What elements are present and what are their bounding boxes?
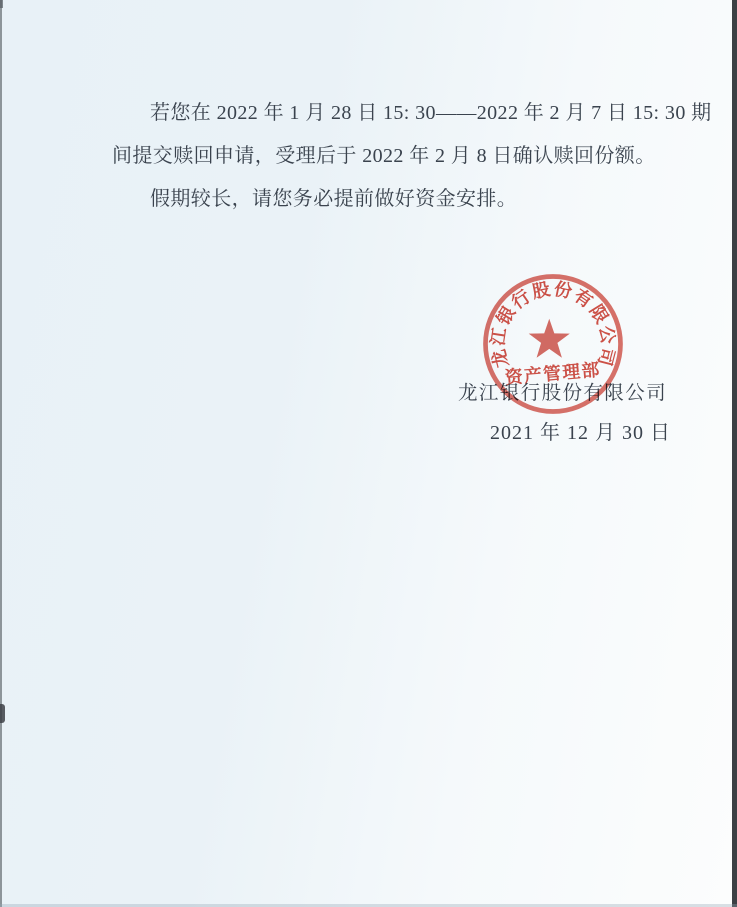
seal-department-text: 资产管理部 — [504, 359, 602, 388]
scan-edge-right — [732, 0, 737, 907]
signature-date: 2021 年 12 月 30 日 — [490, 422, 671, 444]
seal-arc-text: 龙江银行股份有限公司 — [487, 278, 619, 370]
scan-edge-left — [0, 0, 2, 907]
paragraph-line-2: 间提交赎回申请，受理后于 2022 年 2 月 8 日确认赎回份额。 — [112, 145, 656, 167]
paragraph-line-3: 假期较长，请您务必提前做好资金安排。 — [150, 188, 518, 210]
scan-artifact-top-left — [0, 0, 3, 8]
star-icon — [529, 319, 570, 358]
paragraph-line-1: 若您在 2022 年 1 月 28 日 15: 30——2022 年 2 月 7 日 15: 30 期 — [150, 102, 712, 124]
signature-company-name: 龙江银行股份有限公司 — [458, 383, 668, 404]
scan-artifact-left — [0, 704, 5, 723]
